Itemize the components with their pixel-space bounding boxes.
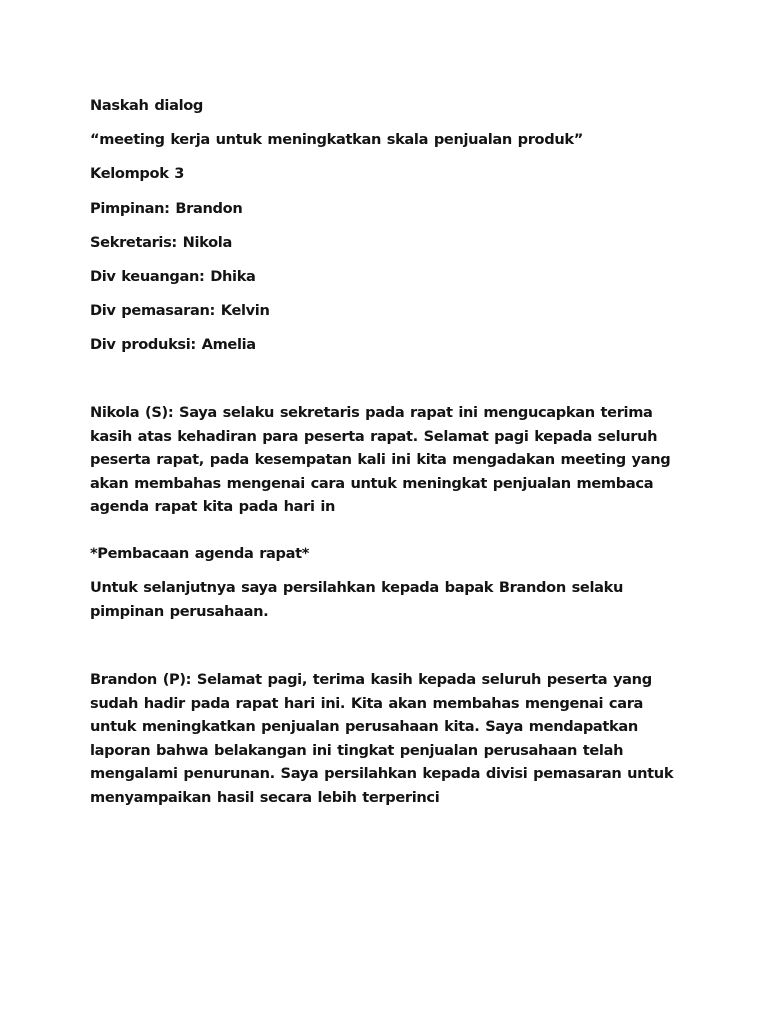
role-finance: Div keuangan: Dhika [90, 268, 256, 285]
role-leader: Pimpinan: Brandon [90, 200, 243, 217]
dialog-nikola-opening: Nikola (S): Saya selaku sekretaris pada rapat ini mengucapkan terima kasih atas kehadiran para peserta rapat. Selamat pagi kepada seluruh peserta rapat, pada kesempatan kali ini kita mengadakan meeting yang akan membahas mengenai cara untuk meningkat penjualan membaca agenda rapat kita pada hari in [90, 404, 671, 515]
group-label: Kelompok 3 [90, 165, 185, 182]
role-marketing: Div pemasaran: Kelvin [90, 302, 270, 319]
dialog-nikola-followup: Untuk selanjutnya saya persilahkan kepada bapak Brandon selaku pimpinan perusahaan. [90, 579, 624, 620]
dialog-brandon-speech: Brandon (P): Selamat pagi, terima kasih kepada seluruh peserta yang sudah hadir pada rapat hari ini. Kita akan membahas mengenai cara untuk meningkatkan penjualan perusahaan kita. Saya mendapatkan laporan bahwa belakangan ini tingkat penjualan perusahaan telah mengalami penurunan. Saya persilahkan kepada divisi pemasaran untuk menyampaikan hasil secara lebih terperinci [90, 671, 674, 806]
agenda-note: *Pembacaan agenda rapat* [90, 545, 310, 562]
document-subtitle: “meeting kerja untuk meningkatkan skala penjualan produk” [90, 131, 583, 148]
document-title: Naskah dialog [90, 97, 203, 114]
role-production: Div produksi: Amelia [90, 336, 256, 353]
role-secretary: Sekretaris: Nikola [90, 234, 232, 251]
